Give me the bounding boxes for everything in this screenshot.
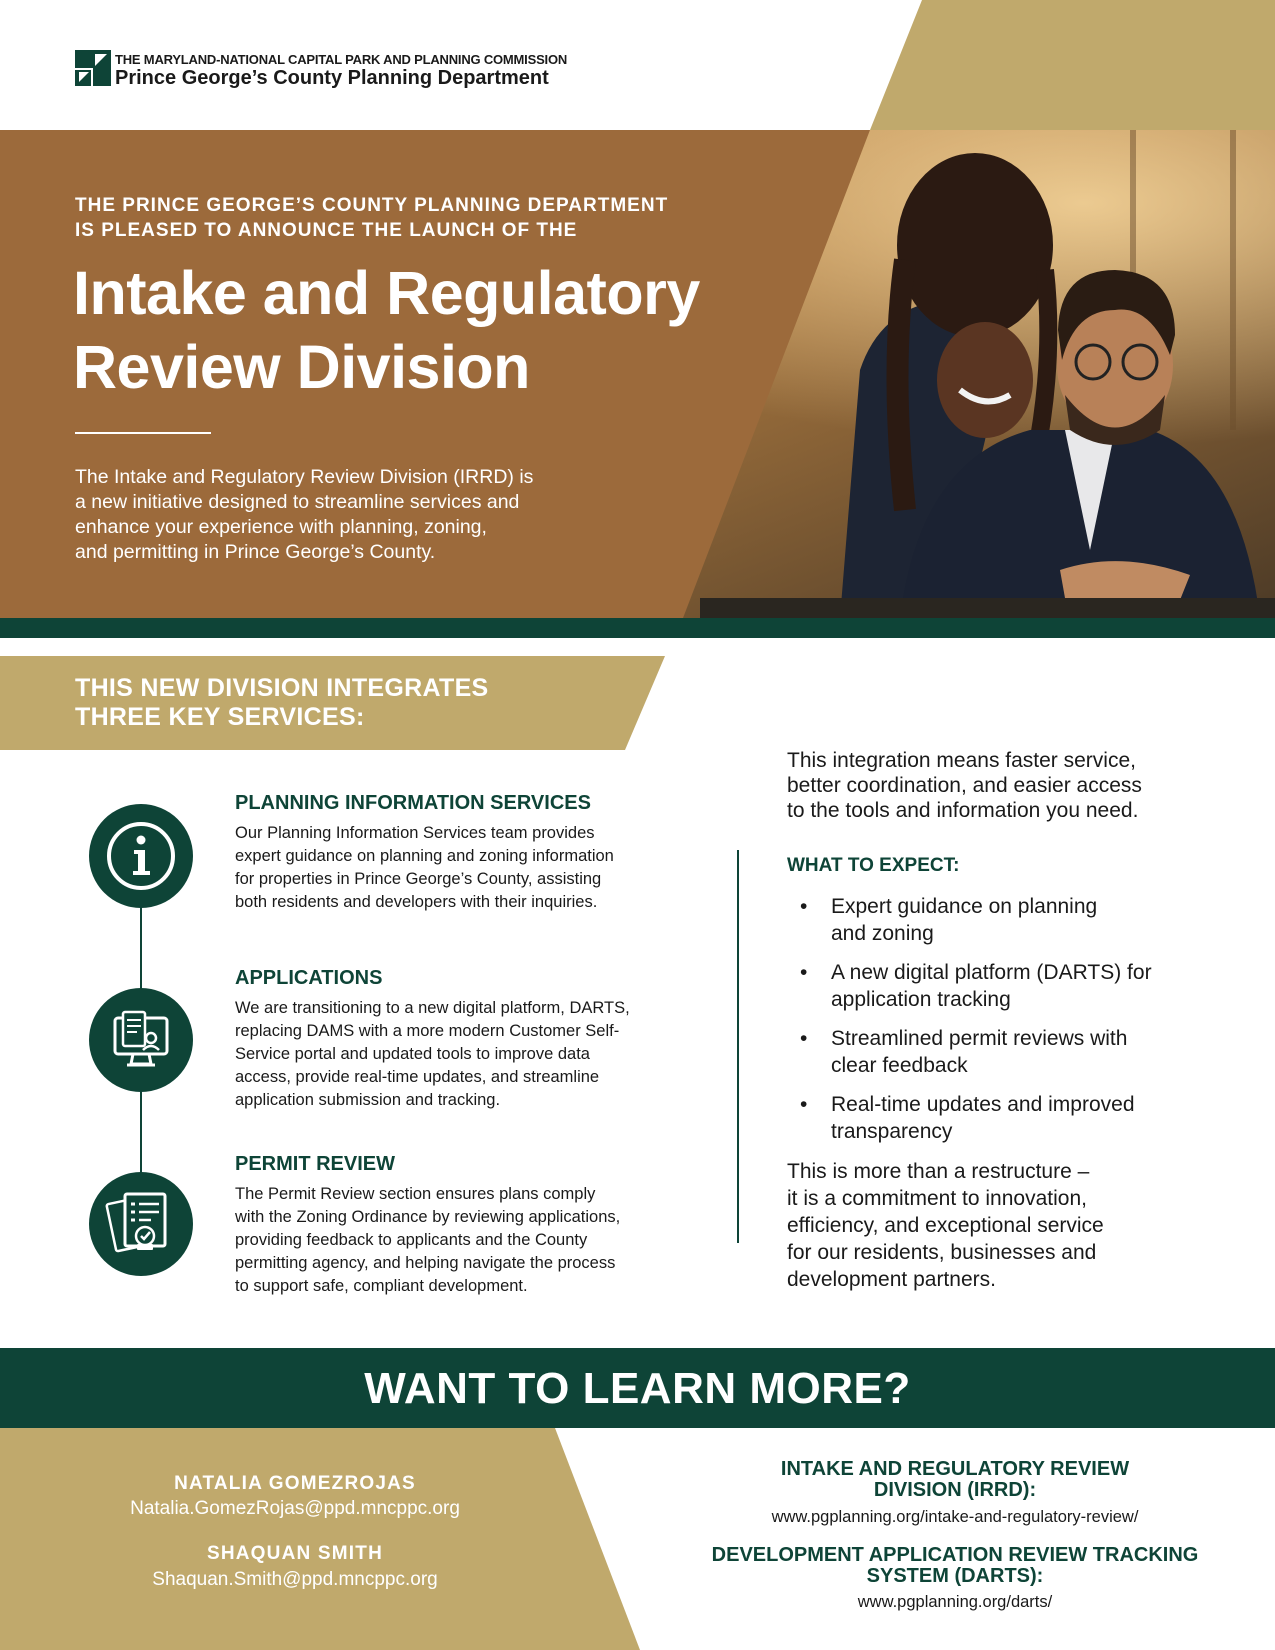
list-item: • Expert guidance on planning and zoning (800, 895, 1098, 945)
computer-application-icon (89, 988, 193, 1092)
contact-email-link[interactable]: Shaquan.Smith@ppd.mncppc.org (152, 1569, 438, 1590)
contact-name: SHAQUAN SMITH (206, 1543, 384, 1564)
contact-name: NATALIA GOMEZROJAS (174, 1473, 416, 1494)
irrd-url-link[interactable]: www.pgplanning.org/intake-and-regulatory-review/ (771, 1508, 1139, 1526)
closing-statement: This is more than a restructure – it is a commitment to innovation, efficiency, and exceptional service for our residents, businesses and development partners. (787, 1160, 1104, 1291)
page-title: Intake and Regulatory Review Division (73, 259, 700, 401)
hero-description: The Intake and Regulatory Review Division (IRRD) is a new initiative designed to streamline services and enhance your experience with planning, zoning, and permitting in Prince George’s County. (75, 466, 534, 563)
services-banner-heading: THIS NEW DIVISION INTEGRATES THREE KEY SERVICES: (75, 674, 489, 731)
department-name: Prince George’s County Planning Department (115, 67, 549, 89)
mncppc-logo-icon (75, 50, 111, 86)
what-to-expect-list (800, 893, 1220, 1157)
bullet-icon: • (800, 1027, 808, 1050)
darts-url-link[interactable]: www.pgplanning.org/darts/ (857, 1593, 1053, 1611)
integration-intro: This integration means faster service, better coordination, and easier access to the tools and information you need. (787, 749, 1142, 822)
irrd-link-title: INTAKE AND REGULATORY REVIEW DIVISION (IRRD): (780, 1458, 1130, 1501)
announcement-kicker: THE PRINCE GEORGE’S COUNTY PLANNING DEPARTMENT IS PLEASED TO ANNOUNCE THE LAUNCH OF THE (75, 195, 669, 241)
bullet-icon: • (800, 1093, 808, 1116)
column-divider (737, 850, 739, 1243)
service-body-planning-info: Our Planning Information Services team provides expert guidance on planning and zoning information for properties in Prince George’s County, assisting both residents and developers with their inquiries. (235, 824, 614, 911)
bullet-icon: • (800, 895, 808, 918)
list-item: • Real-time updates and improved transparency (800, 1093, 1135, 1143)
list-item: • Streamlined permit reviews with clear feedback (800, 1027, 1128, 1077)
service-title-permit-review: PERMIT REVIEW (235, 1153, 396, 1175)
learn-more-heading: WANT TO LEARN MORE? (364, 1364, 911, 1413)
title-divider (75, 432, 211, 434)
service-body-applications: We are transitioning to a new digital platform, DARTS, replacing DAMS with a more modern Customer Self- Service portal and updated tools to improve data access, provide real-time updates, and streamline application submission and tracking. (235, 999, 630, 1109)
hero-green-band (0, 618, 1275, 638)
service-body-permit-review: The Permit Review section ensures plans comply with the Zoning Ordinance by reviewing applications, providing feedback to applicants and the County permitting agency, and helping navigate the process to support safe, compliant development. (235, 1185, 621, 1295)
what-to-expect-heading: WHAT TO EXPECT: (787, 855, 960, 876)
service-title-applications: APPLICATIONS (235, 967, 383, 989)
approved-document-icon (89, 1172, 193, 1276)
info-icon (89, 804, 193, 908)
list-item: • A new digital platform (DARTS) for application tracking (800, 961, 1152, 1011)
bullet-icon: • (800, 961, 808, 984)
service-title-planning-info: PLANNING INFORMATION SERVICES (235, 792, 591, 814)
contact-email-link[interactable]: Natalia.GomezRojas@ppd.mncppc.org (130, 1498, 460, 1519)
darts-link-title: DEVELOPMENT APPLICATION REVIEW TRACKING SYSTEM (DARTS): (711, 1544, 1199, 1587)
commission-name: THE MARYLAND-NATIONAL CAPITAL PARK AND PLANNING COMMISSION (115, 52, 568, 67)
